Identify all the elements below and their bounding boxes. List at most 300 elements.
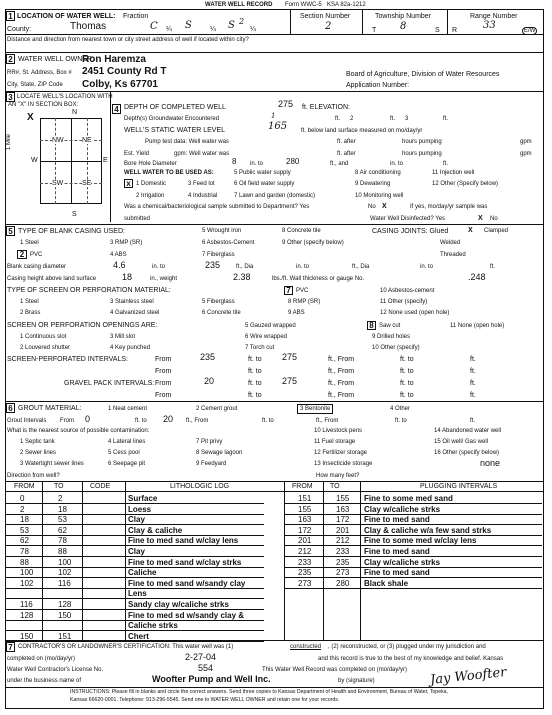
log-from: 102 bbox=[20, 578, 34, 588]
township-value: 8 bbox=[400, 21, 407, 32]
grout-to: 20 bbox=[163, 414, 174, 424]
location-label: LOCATION OF WATER WELL: bbox=[17, 13, 116, 20]
in-to-label: in. to bbox=[250, 161, 264, 167]
contam-option: 14 Abandoned water well bbox=[434, 428, 502, 434]
casing-option: 9 Other (specify below) bbox=[282, 240, 344, 246]
log-description: Fine to med sand bbox=[364, 515, 430, 525]
screen-option: 1 Steel bbox=[20, 299, 39, 305]
ft-to-label: ft. to bbox=[395, 418, 407, 424]
opening-option: 5 Gauzed wrapped bbox=[245, 323, 296, 329]
log-to: 88 bbox=[58, 547, 67, 556]
log-row bbox=[6, 588, 542, 598]
rule bbox=[5, 401, 544, 402]
rule bbox=[5, 640, 544, 641]
casing-diameter: 4.6 bbox=[113, 260, 126, 270]
opening-option: 9 Drilled holes bbox=[372, 334, 411, 340]
ft-from-label: ft., From bbox=[316, 418, 339, 424]
rule bbox=[5, 91, 544, 92]
contam-option: 12 Fertilizer storage bbox=[314, 450, 368, 456]
sw-label: SW bbox=[52, 180, 64, 187]
bore-label: Bore Hole Diameter bbox=[124, 161, 177, 167]
use-option: 4 Industrial bbox=[188, 193, 218, 199]
screen-option: 8 RMP (SR) bbox=[288, 299, 321, 305]
contam-option: 7 Pit privy bbox=[196, 439, 223, 445]
owner-label: WATER WELL OWNER: bbox=[18, 56, 94, 63]
log-to: 235 bbox=[336, 557, 350, 567]
screen-option: 9 ABS bbox=[288, 310, 305, 316]
in-to-label: in. to bbox=[296, 264, 310, 270]
casing-option: 5 Wrought iron bbox=[202, 228, 242, 234]
fraction-value-3: S bbox=[228, 20, 235, 31]
bore-depth: 280 bbox=[286, 157, 300, 166]
ft-label: ft. bbox=[470, 418, 476, 424]
log-to: 155 bbox=[336, 494, 350, 503]
log-from: 18 bbox=[20, 515, 29, 525]
log-description: Clay w/caliche strks bbox=[364, 557, 441, 567]
rule bbox=[5, 34, 544, 35]
fraction-value-2: S bbox=[185, 20, 192, 31]
groundwater-2: 2 bbox=[350, 116, 354, 122]
contamination-label: What is the nearest source of possible contamination: bbox=[7, 428, 150, 434]
contam-option: 15 Oil well/ Gas well bbox=[434, 439, 489, 445]
application-number-label: Application Number: bbox=[346, 82, 410, 89]
opening-option: 3 Mill slot bbox=[110, 334, 136, 340]
rule bbox=[5, 224, 544, 225]
direction-label: Direction from well? bbox=[7, 473, 60, 479]
section-3-label-2: AN "X" IN SECTION BOX: bbox=[8, 102, 79, 108]
log-from: 235 bbox=[298, 568, 312, 578]
screen-option: 11 Other (specify) bbox=[380, 299, 428, 305]
use-option: 6 Oil field water supply bbox=[234, 181, 295, 187]
r-label: R bbox=[452, 27, 458, 34]
height-label: Casing height above land surface bbox=[7, 276, 97, 282]
contam-option: 2 Sewer lines bbox=[20, 450, 57, 456]
north-label: N bbox=[72, 109, 78, 116]
bore-diameter: 8 bbox=[232, 157, 237, 166]
log-row bbox=[6, 546, 542, 556]
log-from: 116 bbox=[20, 600, 33, 609]
domestic-checked-box: x bbox=[124, 179, 133, 188]
casing-height: 18 bbox=[122, 272, 133, 282]
log-row bbox=[6, 578, 542, 588]
contam-option: 5 Cess pool bbox=[108, 450, 140, 456]
ft-to-label: ft. to bbox=[400, 368, 414, 375]
use-option: 2 Irrigation bbox=[136, 193, 165, 199]
rule bbox=[5, 52, 544, 53]
owner-name: Ron Haremza bbox=[82, 54, 146, 65]
east-label: E bbox=[103, 157, 108, 164]
license-label: Water Well Contractor's License No. bbox=[7, 667, 104, 673]
grout-option: 1 Neat cement bbox=[108, 406, 148, 412]
ft-from-label: ft., From bbox=[186, 418, 209, 424]
log-from: 172 bbox=[298, 525, 312, 535]
saw-cut-label: Saw cut bbox=[379, 323, 401, 329]
submitted-label: submitted bbox=[124, 216, 151, 222]
instructions-text-2: Kansas 66620-0001. Telephone: 913-296-5545. Send one to WATER WELL OWNER and retain one for your records. bbox=[70, 697, 340, 703]
county-label: County: bbox=[7, 26, 32, 33]
opening-option: 1 Continuous slot bbox=[20, 334, 67, 340]
log-header-from: FROM bbox=[14, 483, 35, 490]
mile-scale: 1 Mile bbox=[6, 133, 12, 150]
groundwater-3: 3 bbox=[405, 116, 409, 122]
log-description: Clay & caliche bbox=[128, 525, 183, 535]
ft-to-label: ft. to bbox=[262, 418, 274, 424]
divider bbox=[110, 91, 111, 222]
depth-label: DEPTH OF COMPLETED WELL bbox=[124, 104, 226, 111]
ft-from-label: ft., From bbox=[328, 368, 355, 375]
divider bbox=[71, 118, 72, 204]
log-from: 2 bbox=[20, 504, 25, 514]
log-row bbox=[6, 610, 542, 620]
weight-label: in., weight bbox=[150, 276, 178, 282]
ft-to-label: ft. to bbox=[248, 380, 262, 387]
divider bbox=[447, 10, 448, 34]
signature-label: by (signature) bbox=[338, 678, 375, 684]
record-true-text: and this record is true to the best of my knowledge and belief. Kansas bbox=[318, 656, 504, 662]
ft-dia-label: ft., Dia bbox=[236, 264, 254, 270]
contam-option: 16 Other (specify below) bbox=[434, 450, 500, 456]
certification-text: CONTRACTOR'S OR LANDOWNER'S CERTIFICATION: This water well was (1) bbox=[18, 644, 234, 650]
city-label: City, State, ZIP Code bbox=[7, 82, 63, 88]
gpm-label: gpm bbox=[520, 139, 532, 145]
location-x-mark: X bbox=[27, 112, 34, 123]
ft-label: ft. bbox=[470, 380, 476, 387]
lbs-label: lbs./ft. Wall thickness or gauge No. bbox=[272, 276, 365, 282]
divider bbox=[55, 118, 56, 204]
hours-label: hours pumping bbox=[402, 151, 442, 157]
contam-option: 8 Sewage lagoon bbox=[196, 450, 243, 456]
after-label: ft. after bbox=[337, 151, 356, 157]
static-level-value: 165 bbox=[268, 121, 288, 132]
log-description: Fine to med sand w/sandy clay bbox=[128, 578, 246, 588]
section-3-label: LOCATE WELL'S LOCATION WITH bbox=[17, 94, 113, 100]
nw-label: NW bbox=[52, 137, 64, 144]
log-header-to-right: TO bbox=[330, 483, 340, 490]
perf-from: 235 bbox=[200, 352, 216, 362]
log-description: Fine to med sand w/clay lens bbox=[128, 536, 239, 546]
log-from: 88 bbox=[20, 557, 29, 567]
log-from: 163 bbox=[298, 515, 312, 525]
gravel-to: 275 bbox=[282, 376, 298, 386]
from-label: From bbox=[155, 356, 172, 363]
fraction-label: Fraction bbox=[123, 13, 149, 20]
log-from: 128 bbox=[20, 610, 34, 620]
use-label: WELL WATER TO BE USED AS: bbox=[124, 170, 214, 176]
casing-type-label: TYPE OF BLANK CASING USED: bbox=[18, 228, 125, 235]
range-label: Range Number bbox=[470, 13, 518, 20]
constructed-marked: constructed bbox=[290, 644, 322, 650]
s-label: S bbox=[435, 27, 440, 34]
log-row bbox=[6, 535, 542, 545]
from-label: From bbox=[60, 418, 74, 424]
est-yield-label: Est. Yield bbox=[124, 151, 150, 157]
contam-option: 11 Fuel storage bbox=[314, 439, 356, 445]
screen-type-label: TYPE OF SCREEN OR PERFORATION MATERIAL: bbox=[7, 287, 171, 294]
use-option: 8 Air conditioning bbox=[355, 170, 401, 176]
ft-label: ft. bbox=[390, 116, 396, 122]
log-row bbox=[6, 493, 542, 503]
log-from: 150 bbox=[20, 631, 34, 641]
log-description: Fine to some med sand bbox=[364, 494, 453, 503]
log-description: Loess bbox=[128, 504, 152, 514]
contractor-signature: Jay Woofter bbox=[429, 665, 508, 688]
contam-option: 10 Livestock pens bbox=[314, 428, 363, 434]
screen-pvc-box: 7 bbox=[284, 286, 293, 295]
gravel-pack-label: GRAVEL PACK INTERVALS: bbox=[64, 380, 155, 387]
log-from: 151 bbox=[298, 494, 312, 503]
use-option: 7 Lawn and garden (domestic) bbox=[234, 193, 316, 199]
log-description: Fine to med sand w/clay strks bbox=[128, 557, 242, 567]
log-description: Fine to med sd w/sandy clay & bbox=[128, 610, 245, 620]
log-description: Surface bbox=[128, 494, 158, 503]
log-from: 201 bbox=[298, 536, 312, 546]
from-label: From bbox=[155, 392, 172, 399]
use-option: 11 Injection well bbox=[432, 170, 475, 176]
ft-label: ft. bbox=[490, 264, 496, 270]
elevation-label: ft. ELEVATION: bbox=[302, 104, 350, 111]
divider bbox=[87, 118, 88, 204]
in-to-label: in. to bbox=[420, 264, 434, 270]
ft-from-label: ft., From bbox=[328, 392, 355, 399]
gravel-from: 20 bbox=[204, 376, 215, 386]
ft-from-label: ft., From bbox=[328, 380, 355, 387]
fraction-value-1: C bbox=[150, 21, 158, 32]
owner-address: 2451 County Rd T bbox=[82, 66, 167, 77]
log-to: 172 bbox=[336, 515, 350, 525]
log-from: 273 bbox=[298, 578, 312, 588]
pump-test-label: Pump test data: Well water was bbox=[145, 139, 229, 145]
log-from: 62 bbox=[20, 536, 29, 546]
township-label: Township Number bbox=[375, 13, 432, 20]
if-yes-label: If yes, mo/day/yr sample was bbox=[410, 204, 488, 210]
section-6-number: 6 bbox=[6, 403, 15, 413]
address-label: RR#, St. Address, Box # bbox=[7, 70, 72, 76]
rule bbox=[5, 481, 544, 482]
casing-option: 7 Fiberglass bbox=[202, 252, 235, 258]
ne-label: NE bbox=[82, 137, 92, 144]
quarter-mark-2: ¼ bbox=[210, 26, 216, 33]
owner-city: Colby, Ks 67701 bbox=[82, 79, 158, 90]
ft-label: ft. bbox=[443, 161, 449, 167]
perforated-intervals-label: SCREEN-PERFORATED INTERVALS: bbox=[7, 356, 128, 363]
casing-option: 8 Concrete tile bbox=[282, 228, 321, 234]
log-to: 151 bbox=[58, 631, 72, 641]
ft-label: ft. bbox=[335, 116, 341, 122]
ft-label: ft. bbox=[443, 116, 449, 122]
log-to: 128 bbox=[58, 600, 72, 609]
section-number-value: 2 bbox=[325, 21, 332, 32]
screen-option: 12 None used (open hole) bbox=[380, 310, 450, 316]
log-to: 280 bbox=[336, 578, 350, 588]
openings-label: SCREEN OR PERFORATION OPENINGS ARE: bbox=[7, 322, 158, 329]
business-name-label: under the business name of bbox=[7, 678, 82, 684]
log-to: 233 bbox=[336, 547, 350, 556]
no-mark: X bbox=[382, 203, 387, 210]
casing-option-pvc: PVC bbox=[30, 252, 43, 258]
log-row bbox=[6, 599, 542, 609]
distance-label: Distance and direction from nearest town or city street address of well if located within city? bbox=[7, 37, 249, 43]
how-many-feet-label: How many feet? bbox=[316, 473, 360, 479]
section-7-number: 7 bbox=[6, 642, 15, 652]
glued-mark: X bbox=[468, 227, 473, 234]
log-description: Sandy clay w/caliche strks bbox=[128, 600, 229, 609]
log-row bbox=[6, 514, 542, 524]
business-name: Woofter Pump and Well Inc. bbox=[152, 674, 271, 684]
se-label: SE bbox=[82, 180, 92, 187]
grout-intervals-label: Grout Intervals bbox=[7, 418, 47, 424]
disinfected-yes-mark: X bbox=[478, 215, 483, 222]
gpm-water-label: gpm: Well water was bbox=[174, 151, 230, 157]
county-value: Thomas bbox=[70, 21, 107, 32]
ft-to-label: ft. to bbox=[400, 392, 414, 399]
east-west-circled: E/W bbox=[524, 28, 536, 34]
ft-and-label: ft., and bbox=[330, 161, 349, 167]
section-2-number: 2 bbox=[6, 54, 15, 64]
log-from: 233 bbox=[298, 557, 312, 567]
screen-option: 5 Fiberglass bbox=[202, 299, 235, 305]
contam-other-value: none bbox=[480, 458, 501, 468]
log-to: 150 bbox=[58, 610, 72, 620]
license-number: 554 bbox=[198, 663, 214, 673]
ft-to-label: ft. to bbox=[248, 356, 262, 363]
disinfected-no: No bbox=[490, 216, 498, 222]
log-header-code: CODE bbox=[90, 483, 111, 490]
contam-option: 3 Watertight sewer lines bbox=[20, 461, 84, 467]
pvc-checked-box: 2 bbox=[17, 250, 27, 259]
disinfected-label: Water Well Disinfected? Yes bbox=[370, 216, 446, 222]
casing-option: 4 ABS bbox=[110, 252, 127, 258]
log-header-to: TO bbox=[54, 483, 64, 490]
casing-depth: 235 bbox=[205, 260, 221, 270]
log-to: 100 bbox=[58, 557, 72, 567]
casing-option: 3 RMP (SR) bbox=[110, 240, 143, 246]
log-description: Clay bbox=[128, 547, 145, 556]
log-to: 201 bbox=[336, 525, 350, 535]
log-row bbox=[6, 557, 542, 567]
rule bbox=[40, 183, 102, 184]
log-to: 78 bbox=[58, 536, 67, 546]
board-label: Board of Agriculture, Division of Water Resources bbox=[346, 71, 500, 78]
section-4-number: 4 bbox=[112, 104, 121, 114]
use-option: 1 Domestic bbox=[136, 181, 167, 187]
log-to: 163 bbox=[336, 504, 350, 514]
ft-label: ft. bbox=[470, 356, 476, 363]
opening-option: 7 Torch cut bbox=[245, 345, 275, 351]
log-to: 18 bbox=[58, 504, 67, 514]
opening-option: 6 Wire wrapped bbox=[245, 334, 288, 340]
quarter-mark-3: ¼ bbox=[250, 26, 256, 33]
groundwater-1: 1 bbox=[271, 112, 276, 120]
log-description: Caliche bbox=[128, 568, 157, 578]
grout-option: 2 Cement grout bbox=[196, 406, 238, 412]
log-from: 53 bbox=[20, 525, 29, 535]
contam-option: 13 Insecticide storage bbox=[314, 461, 373, 467]
casing-option: 6 Asbestos-Cement bbox=[202, 240, 255, 246]
from-label: From bbox=[155, 380, 172, 387]
completion-date: 2-27-04 bbox=[185, 652, 217, 662]
ksa-number: KSA 82a-1212 bbox=[327, 2, 366, 8]
grout-from: 0 bbox=[85, 414, 91, 424]
diameter-label: Blank casing diameter bbox=[7, 264, 67, 270]
log-description: Fine to med sand bbox=[364, 568, 430, 578]
chem-sample-label: Was a chemical/bacteriological sample submitted to Department? Yes bbox=[124, 204, 310, 210]
ft-from-label: ft., From bbox=[328, 356, 355, 363]
ft-label: ft. bbox=[470, 392, 476, 399]
rule bbox=[5, 491, 544, 492]
log-row bbox=[6, 504, 542, 514]
use-option: 3 Feed lot bbox=[188, 181, 215, 187]
ft-to-label: ft. to bbox=[400, 356, 414, 363]
clamped-label: Clamped bbox=[484, 228, 509, 234]
log-row bbox=[6, 620, 542, 630]
south-label: S bbox=[72, 211, 77, 218]
welded-label: Welded bbox=[440, 240, 461, 246]
log-header-plugging: PLUGGING INTERVALS bbox=[420, 483, 498, 490]
log-header-litho: LITHOLOGIC LOG bbox=[170, 483, 230, 490]
ft-label: ft. bbox=[470, 368, 476, 375]
screen-option: 2 Brass bbox=[20, 310, 41, 316]
log-description: Chert bbox=[128, 631, 149, 641]
ft-to-label: ft. to bbox=[400, 380, 414, 387]
grout-option: 4 Other bbox=[390, 406, 411, 412]
opening-option: 11 None (open hole) bbox=[450, 323, 505, 329]
log-from: 155 bbox=[298, 504, 312, 514]
west-label: W bbox=[31, 157, 38, 164]
use-option: 10 Monitoring well bbox=[355, 193, 404, 199]
certification-text-2: , (2) reconstructed, or (3) plugged under my jurisdiction and bbox=[328, 644, 486, 650]
log-to: 2 bbox=[58, 494, 63, 503]
use-option: 5 Public water supply bbox=[234, 170, 291, 176]
screen-pvc-label: PVC bbox=[296, 288, 309, 294]
quarter-mark-1: ¼ bbox=[166, 26, 172, 33]
log-description: Fine to some med w/clay lens bbox=[364, 536, 477, 546]
record-completed-label: This Water Well Record was completed on (mo/day/yr) bbox=[262, 667, 408, 673]
casing-weight: 2.38 bbox=[233, 272, 251, 282]
completed-label: completed on (mo/day/yr) bbox=[7, 656, 76, 662]
screen-option: 3 Stainless steel bbox=[110, 299, 154, 305]
threaded-label: Threaded bbox=[440, 252, 466, 258]
section-number-label: Section Number bbox=[300, 13, 351, 20]
log-description: Caliche strks bbox=[128, 621, 178, 631]
contam-option: 4 Lateral lines bbox=[108, 439, 146, 445]
in-to-label: in. to bbox=[152, 264, 166, 270]
screen-option: 4 Galvanized steel bbox=[110, 310, 160, 316]
log-to: 102 bbox=[58, 568, 72, 578]
form-number: Form WWC-5 bbox=[285, 2, 322, 8]
contam-option: 9 Feedyard bbox=[196, 461, 227, 467]
no-label: No bbox=[368, 204, 376, 210]
t-label: T bbox=[372, 27, 377, 34]
log-description: Clay bbox=[128, 515, 145, 525]
grout-bentonite-selected: 3 Bentonite bbox=[297, 404, 333, 414]
log-from: 212 bbox=[298, 547, 312, 556]
saw-cut-checked-box: 8 bbox=[367, 321, 376, 330]
log-to: 273 bbox=[336, 568, 350, 578]
ft-to-label: ft. to bbox=[135, 418, 147, 424]
log-header-from-right: FROM bbox=[292, 483, 313, 490]
use-option: 9 Dewatering bbox=[355, 181, 391, 187]
joints-label: CASING JOINTS: Glued bbox=[372, 228, 449, 235]
contam-option: 1 Septic tank bbox=[20, 439, 55, 445]
log-description: Fine to med sand bbox=[364, 547, 430, 556]
ft-to-label: ft. to bbox=[248, 392, 262, 399]
log-description: Clay w/caliche strks bbox=[364, 504, 441, 514]
log-to: 62 bbox=[58, 525, 67, 535]
log-row bbox=[6, 525, 542, 535]
grout-label: GROUT MATERIAL: bbox=[18, 405, 82, 412]
static-level-label: WELL'S STATIC WATER LEVEL bbox=[124, 127, 226, 134]
static-tail-label: ft. below land surface measured on mo/day/yr bbox=[301, 128, 423, 134]
